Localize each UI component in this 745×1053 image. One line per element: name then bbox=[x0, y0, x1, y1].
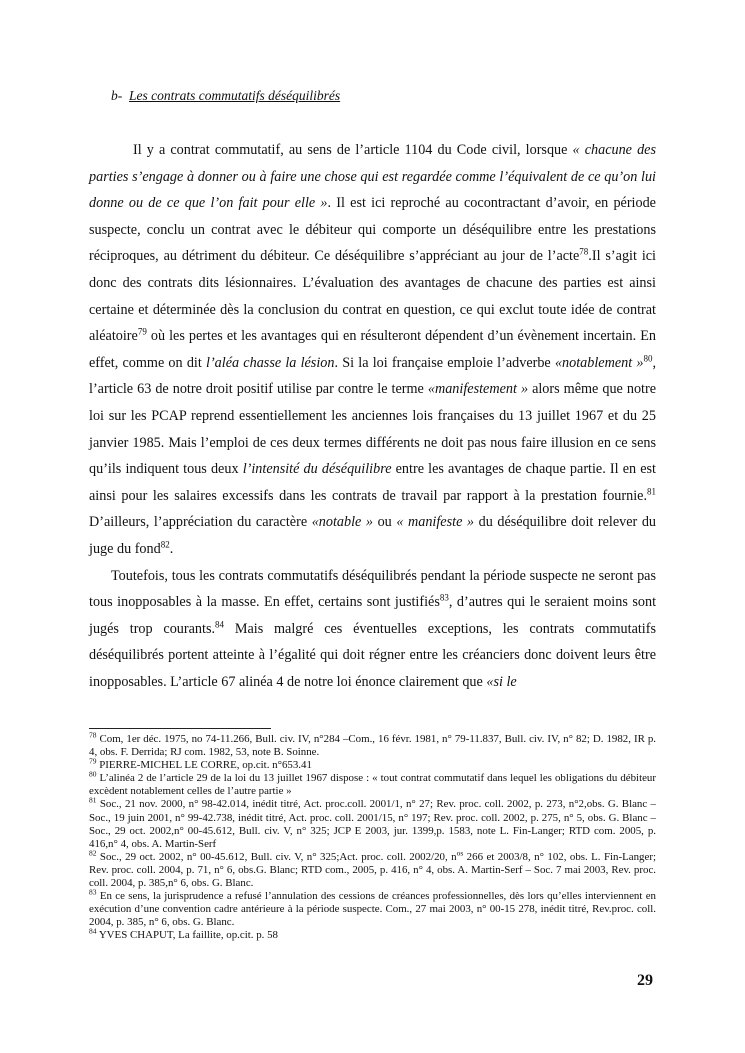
emphasis-text: « manifeste » bbox=[396, 514, 475, 531]
text-run: ou bbox=[373, 514, 397, 531]
footnote-number: 84 bbox=[89, 926, 97, 936]
text-run: . Si la loi française emploie l’adverbe bbox=[334, 354, 555, 371]
emphasis-text: «manifestement » bbox=[427, 381, 529, 398]
text-run: . bbox=[169, 540, 174, 557]
footnote-ref-83[interactable]: 83 bbox=[439, 592, 449, 603]
text-run: du déséquilibre doit relever du juge du fond bbox=[89, 514, 657, 557]
text-run: Il y a contrat commutatif, au sens de l’article 1104 du Code civil, lorsque bbox=[133, 142, 573, 158]
footnote-number: 83 bbox=[89, 887, 97, 897]
text-run: entre les avantages de chaque partie. Il en est ainsi pour les salaires excessifs dans les contrats de travail par rapport à la prestation fournie. bbox=[89, 461, 656, 504]
footnote-text: Com, 1er déc. 1975, no 74-11.266, Bull. civ. IV, n°284 –Com., 16 févr. 1981, n° 79-11.837, Bull. civ. IV, n° 82; D. 1982, IR p. 4, obs. F. Derrida; RJ com. 1982, 53, note B. Soinne. bbox=[89, 733, 656, 759]
section-marker: b- bbox=[111, 88, 123, 103]
footnote-text: Soc., 21 nov. 2000, n° 98-42.014, inédit titré, Act. proc.coll. 2001/1, n° 27; Rev. proc. coll. 2002, p. 273, n°2,obs. G. Blanc – Soc., 19 juin 2001, n° 99-42.738, inédit titré, Act. proc. coll. 2001/15, n° 197; Rev. proc. coll. 2002, p. 275, n° 5, obs. G. Blanc – Soc., 29 oct. 2002,n° 00-45.612, Bull. civ. V, n° 325; JCP E 2003, jur. 1399,p. 1583, note L. Fin-Langer; RTD com. 2005, p. 416,n° 4, obs. A. Martin-Serf bbox=[89, 798, 656, 850]
emphasis-text: l’intensité du déséquilibre bbox=[242, 461, 392, 478]
text-run: alors même que notre loi sur les PCAP reprend essentiellement les anciennes lois françaises du 13 juillet 1967 et du 25 janvier 1985. Mais l’emploi de ces deux termes différents ne doit pas nous faire illusion en ce sens qu’ils indiquent tous deux bbox=[89, 381, 657, 478]
text-run: , d’autres qui le seraient moins sont jugés trop courants. bbox=[89, 594, 657, 637]
footnote-number: 78 bbox=[89, 730, 97, 740]
emphasis-text: «notablement » bbox=[554, 354, 644, 371]
footnote-text: PIERRE-MICHEL LE CORRE, op.cit. n°653.41 bbox=[96, 759, 312, 772]
emphasis-text: «notable » bbox=[311, 514, 373, 531]
footnote-ref-82[interactable]: 82 bbox=[160, 539, 170, 550]
footnote-text: YVES CHAPUT, La faillite, op.cit. p. 58 bbox=[96, 929, 278, 942]
text-run: , l’article 63 de notre droit positif utilise par contre le terme bbox=[89, 354, 657, 398]
text-run: . Il est ici reproché au cocontractant d’avoir, en période suspecte, conclu un contrat avec le débiteur qui comporte un déséquilibre entre les prestations réciproques, au détriment du débiteur. Ce déséquilibre s’appréciant au jour de l’acte bbox=[89, 195, 656, 265]
quote-article-1104: « chacune des parties s’engage à donner ou à faire une chose qui est regardée comme l’équivalent de ce qu’on lui donne ou de ce que l’on fait pour elle » bbox=[89, 142, 656, 212]
footnote-separator bbox=[89, 728, 271, 729]
footnote-79 bbox=[89, 756, 656, 772]
footnote-ref-80[interactable]: 80 bbox=[643, 353, 653, 364]
text-run: où les pertes et les avantages qui en résulteront dépendent d’un évènement incertain. En effet, comme on dit bbox=[89, 328, 656, 371]
emphasis-text: «si le bbox=[486, 673, 517, 690]
superscript-text: os bbox=[456, 848, 464, 858]
footnote-78 bbox=[89, 730, 656, 759]
paragraph-2 bbox=[89, 563, 656, 696]
footnote-ref-78[interactable]: 78 bbox=[579, 246, 589, 257]
footnote-82 bbox=[89, 848, 656, 890]
footnote-text: L’alinéa 2 de l’article 29 de la loi du 13 juillet 1967 dispose : « tout contrat commutatif dans lequel les obligations du débiteur excèdent notablement celles de l’autre partie » bbox=[89, 772, 656, 798]
emphasis-text: l’aléa chasse la lésion bbox=[206, 354, 335, 371]
footnote-83 bbox=[89, 887, 656, 929]
page-number: 29 bbox=[637, 972, 653, 989]
footnote-text: 266 et 2003/8, n° 102, obs. L. Fin-Langer; Rev. proc. coll. 2004, p. 71, n° 6, obs.G. Blanc; RTD com., 2005, p. 416, n° 4, obs. A. Martin-Serf – Soc. 7 mai 2003, Rev. proc. coll. 2004, p. 385,n° 6, obs. G. Blanc. bbox=[89, 850, 656, 890]
footnote-number: 79 bbox=[89, 756, 97, 766]
footnotes bbox=[89, 730, 656, 943]
footnote-ref-84[interactable]: 84 bbox=[215, 618, 225, 629]
footnote-number: 82 bbox=[89, 848, 97, 858]
footnote-84 bbox=[89, 926, 656, 942]
body-text bbox=[89, 137, 656, 695]
text-run: Toutefois, tous les contrats commutatifs déséquilibrés pendant la période suspecte ne seront pas tous inopposables à la masse. En effet, certains sont justifiés bbox=[89, 567, 656, 611]
footnote-number: 81 bbox=[89, 795, 97, 805]
text-run: .Il s’agit ici donc des contrats dits lésionnaires. L’évaluation des avantages de chacune des parties est ainsi certaine et déterminée dès la conclusion du contrat en question, ce qui exclut toute idée de contrat aléatoire bbox=[89, 248, 656, 345]
section-title: Les contrats commutatifs déséquilibrés bbox=[129, 88, 341, 103]
text-run: Mais malgré ces éventuelles exceptions, les contrats commutatifs déséquilibrés portent atteinte à l’égalité qui doit régner entre les créanciers donc doivent leurs être inopposables. L’article 67 alinéa 4 de notre loi énonce clairement que bbox=[89, 620, 656, 690]
footnote-ref-81[interactable]: 81 bbox=[647, 485, 656, 496]
footnote-text: En ce sens, la jurisprudence a refusé l’annulation des cessions de créances professionnelles, dès lors qu’elles interviennent en exécution d’une convention cadre antérieure à la période suspecte. Com., 27 mai 2003, n° 00-15 278, inédit titré, Rev.proc. coll. 2004, p. 385, n° 6, obs. G. Blanc. bbox=[89, 890, 656, 929]
footnote-ref-79[interactable]: 79 bbox=[137, 326, 147, 337]
footnote-text: Soc., 29 oct. 2002, n° 00-45.612, Bull. civ. V, n° 325;Act. proc. coll. 2002/20, n bbox=[96, 850, 457, 863]
footnote-number: 80 bbox=[89, 769, 97, 779]
footnote-80 bbox=[89, 769, 656, 798]
paragraph-1 bbox=[89, 137, 656, 563]
footnote-81 bbox=[89, 795, 656, 850]
text-run: D’ailleurs, l’appréciation du caractère bbox=[89, 514, 312, 531]
section-heading bbox=[111, 88, 340, 104]
